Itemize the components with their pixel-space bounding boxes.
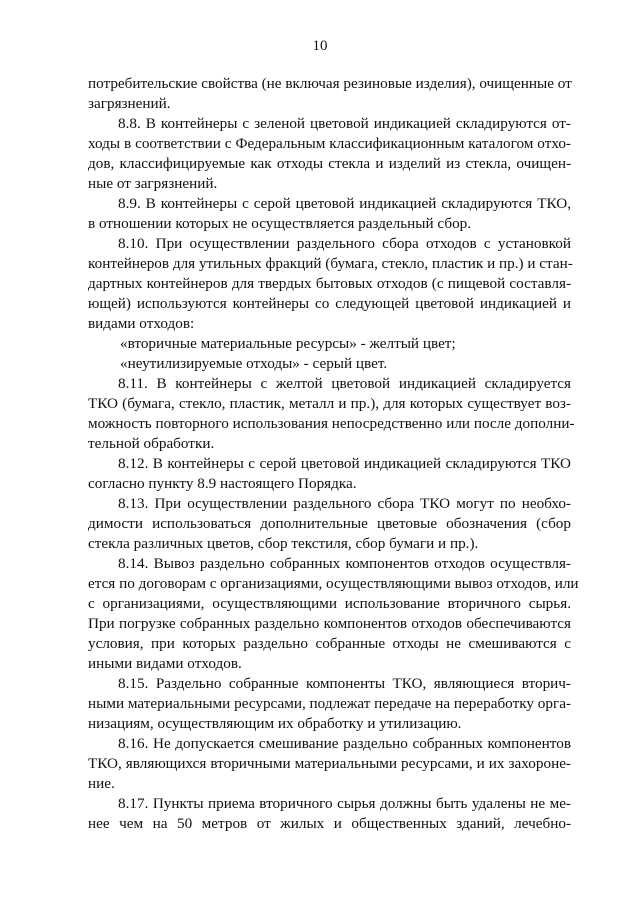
text-line: низациям, осуществляющим их обработку и утилизацию. bbox=[88, 715, 462, 732]
text-line: иными видами отходов. bbox=[88, 655, 242, 672]
text-line: ТКО (бумага, стекло, пластик, металл и пр.), для которых существует воз- bbox=[88, 395, 571, 412]
text-line: ные от загрязнений. bbox=[88, 175, 218, 192]
text-line: видами отходов: bbox=[88, 315, 195, 332]
text-line: контейнеров для утильных фракций (бумага, стекло, пластик и пр.) и стан- bbox=[88, 255, 573, 272]
text-line: можность повторного использования непосредственно или после дополни- bbox=[88, 415, 575, 432]
text-line: нее чем на 50 метров от жилых и общественных зданий, лечебно- bbox=[88, 815, 571, 832]
text-line: При погрузке собранных раздельно компонентов отходов обеспечиваются bbox=[88, 615, 571, 632]
text-line: ется по договорам с организациями, осуществляющими вывоз отходов, или bbox=[88, 575, 579, 592]
text-line: ющей) используются контейнеры со следующей цветовой индикацией и bbox=[88, 295, 571, 312]
text-line: 8.15. Раздельно собранные компоненты ТКО, являющиеся вторич- bbox=[118, 675, 571, 692]
text-line: 8.17. Пункты приема вторичного сырья должны быть удалены не ме- bbox=[118, 795, 571, 812]
text-line: загрязнений. bbox=[88, 95, 171, 112]
text-line: 8.12. В контейнеры с серой цветовой индикацией складируются ТКО bbox=[118, 455, 571, 472]
text-line: 8.16. Не допускается смешивание раздельно собранных компонентов bbox=[118, 735, 571, 752]
text-line: димости использоваться дополнительные цветовые обозначения (сбор bbox=[88, 515, 571, 532]
text-line: 8.11. В контейнеры с желтой цветовой индикацией складируется bbox=[118, 375, 571, 392]
text-line: тельной обработки. bbox=[88, 435, 215, 452]
text-line: 8.10. При осуществлении раздельного сбора отходов с установкой bbox=[118, 235, 571, 252]
text-line: «неутилизируемые отходы» - серый цвет. bbox=[120, 355, 388, 372]
text-line: 8.9. В контейнеры с серой цветовой индикацией складируются ТКО, bbox=[118, 195, 571, 212]
text-line: с организациями, осуществляющими использование вторичного сырья. bbox=[88, 595, 571, 612]
text-line: 8.8. В контейнеры с зеленой цветовой индикацией складируются от- bbox=[118, 115, 571, 132]
text-line: в отношении которых не осуществляется раздельный сбор. bbox=[88, 215, 472, 232]
text-line: дартных контейнеров для твердых бытовых отходов (с пищевой составля- bbox=[88, 275, 571, 292]
text-line: согласно пункту 8.9 настоящего Порядка. bbox=[88, 475, 357, 492]
text-line: дов, классифицируемые как отходы стекла и изделий из стекла, очищен- bbox=[88, 155, 571, 172]
text-line: потребительские свойства (не включая резиновые изделия), очищенные от bbox=[88, 75, 572, 92]
text-line: ТКО, являющихся вторичными материальными ресурсами, и их захороне- bbox=[88, 755, 571, 772]
text-line: ными материальными ресурсами, подлежат передаче на переработку орга- bbox=[88, 695, 571, 712]
text-line: ходы в соответствии с Федеральным классификационным каталогом отхо- bbox=[88, 135, 571, 152]
text-line: 8.13. При осуществлении раздельного сбора ТКО могут по необхо- bbox=[118, 495, 571, 512]
text-line: «вторичные материальные ресурсы» - желтый цвет; bbox=[120, 335, 456, 352]
page-number: 10 bbox=[312, 38, 328, 54]
text-line: стекла различных цветов, сбор текстиля, сбор бумаги и пр.). bbox=[88, 535, 479, 552]
text-line: ние. bbox=[88, 775, 115, 792]
text-line: условия, при которых раздельно собранные отходы не смешиваются с bbox=[88, 635, 571, 652]
text-line: 8.14. Вывоз раздельно собранных компонентов отходов осуществля- bbox=[118, 555, 571, 572]
